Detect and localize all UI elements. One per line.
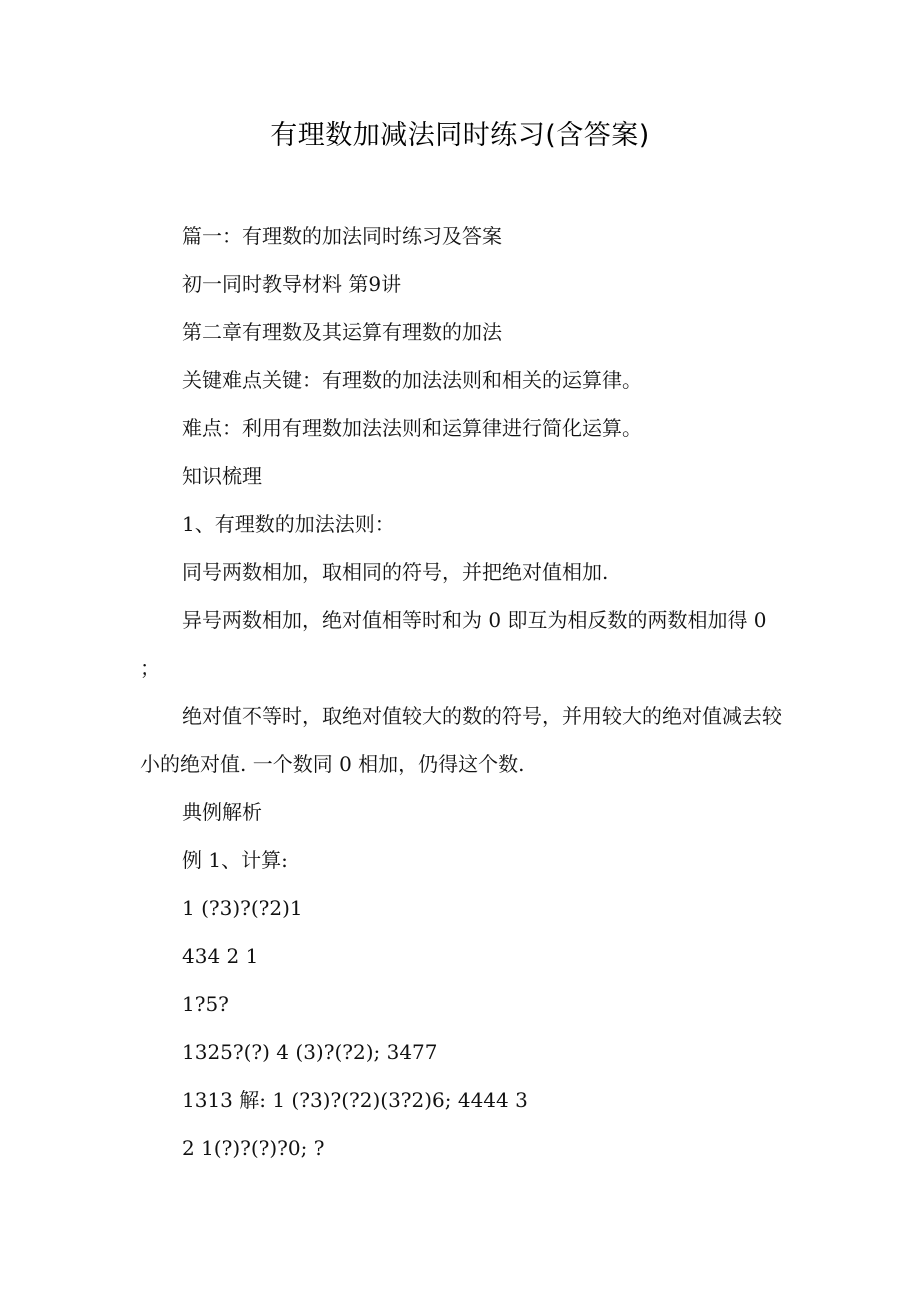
document-body: [140, 212, 785, 1172]
paragraph-formula-line-6: 2 1(?)?(?)?0; ?: [182, 1136, 325, 1160]
document-title: 有理数加减法同时练习(含答案): [270, 120, 650, 151]
paragraph-knowledge-heading: 知识梳理: [182, 464, 262, 488]
paragraph-course-info: 初一同时教导材料 第9讲: [182, 272, 402, 296]
paragraph-formula-line-5: 1313 解: 1 (?3)?(?2)(3?2)6; 4444 3: [182, 1088, 528, 1112]
paragraph-difficulties: 难点：利用有理数加法法则和运算律进行简化运算。: [182, 416, 642, 440]
paragraph-formula-line-3: 1?5?: [182, 992, 229, 1016]
paragraph-formula-line-1: 1 (?3)?(?2)1: [182, 896, 303, 920]
paragraph-chapter: 第二章有理数及其运算有理数的加法: [182, 320, 502, 344]
paragraph-rule-heading: 1、有理数的加法法则：: [182, 512, 395, 536]
paragraph-examples-heading: 典例解析: [182, 800, 262, 824]
paragraph-rule-same-sign: 同号两数相加，取相同的符号，并把绝对值相加.: [182, 560, 609, 584]
paragraph-rule-opposite-sign: 异号两数相加，绝对值相等时和为 0 即互为相反数的两数相加得 0 ；: [140, 608, 767, 680]
paragraph-formula-line-4: 1325?(?) 4 (3)?(?2); 3477: [182, 1040, 438, 1064]
paragraph-formula-line-2: 434 2 1: [182, 944, 259, 968]
paragraph-rule-unequal-abs: 绝对值不等时，取绝对值较大的数的符号，并用较大的绝对值减去较小的绝对值. 一个数同 0 相加，仍得这个数.: [140, 704, 782, 776]
paragraph-key-points: 关键难点关键：有理数的加法法则和相关的运算律。: [182, 368, 642, 392]
paragraph-example-1: 例 1、计算:: [182, 848, 288, 872]
paragraph-section-heading: 篇一：有理数的加法同时练习及答案: [182, 224, 502, 248]
